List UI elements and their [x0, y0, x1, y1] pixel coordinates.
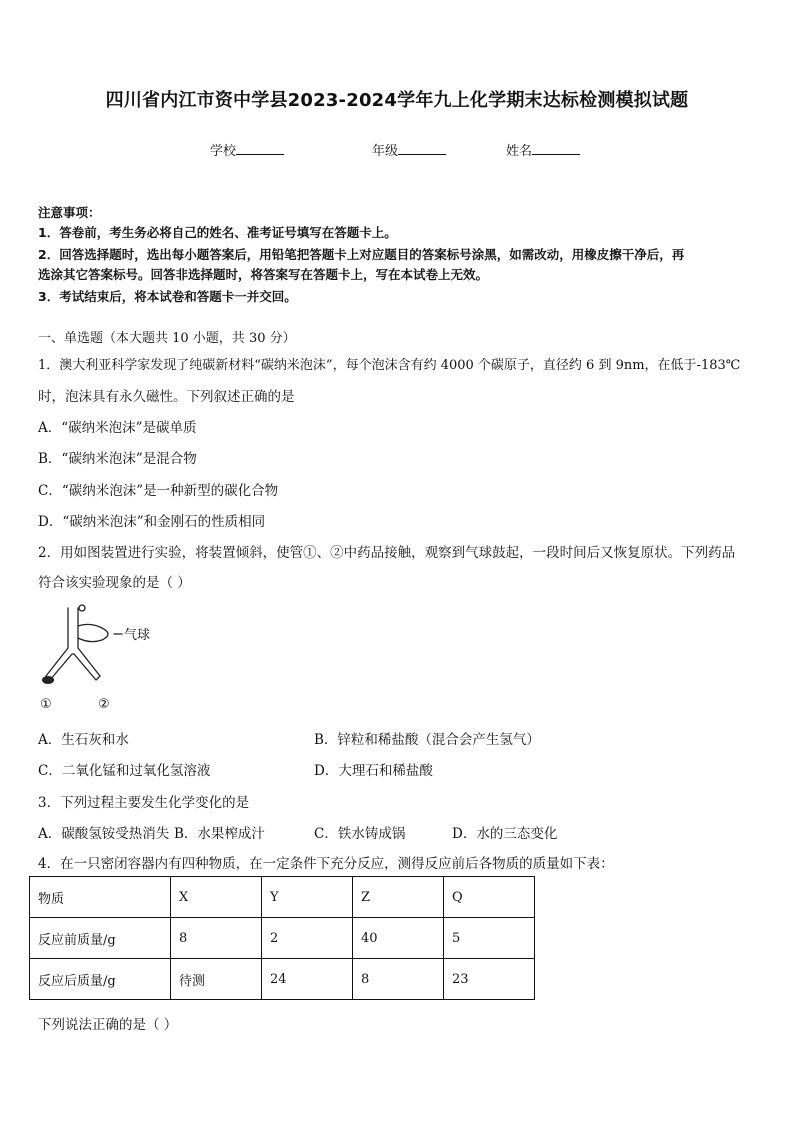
page-title: 四川省内江市资中学县2023-2024学年九上化学期末达标检测模拟试题 — [105, 90, 689, 111]
table-row — [30, 918, 535, 959]
table-header-cell: X — [171, 877, 262, 918]
table-cell: 8 — [353, 959, 444, 1000]
table-cell: 待测 — [171, 959, 262, 1000]
q1-stem-line2: 时，泡沫具有永久磁性。下列叙述正确的是 — [38, 389, 295, 405]
table-cell: 24 — [262, 959, 353, 1000]
table-row — [30, 959, 535, 1000]
q2-option-b: B．锌粒和稀盐酸（混合会产生氢气） — [314, 732, 540, 748]
q3-option-a: A．碳酸氢铵受热消失 — [38, 826, 170, 842]
q1-stem-line1: 1．澳大利亚科学家发现了纯碳新材料“碳纳米泡沫”，每个泡沫含有约 4000 个碳原子，直径约 6 到 9nm，在低于-183℃ — [38, 358, 741, 373]
table-header-cell: Z — [353, 877, 444, 918]
notes-item-1: 1．答卷前，考生务必将自己的姓名、准考证号填写在答题卡上。 — [38, 225, 397, 240]
table-header-cell: Y — [262, 877, 353, 918]
name-field — [506, 140, 580, 159]
q1-option-b: B．“碳纳米泡沫”是混合物 — [38, 451, 197, 467]
q3-option-c: C．铁水铸成锅 — [314, 826, 406, 842]
q3-stem: 3．下列过程主要发生化学变化的是 — [38, 795, 250, 811]
notes-item-2b: 选涂其它答案标号。回答非选择题时，将答案写在答题卡上，写在本试卷上无效。 — [38, 267, 489, 282]
balloon-label: 气球 — [124, 628, 151, 643]
name-blank[interactable] — [532, 141, 580, 155]
grade-field — [372, 140, 446, 159]
table-cell: 反应前质量/g — [30, 918, 171, 959]
table-cell: 2 — [262, 918, 353, 959]
mass-table — [29, 876, 535, 1000]
school-blank[interactable] — [236, 141, 284, 155]
tube1-reagent — [42, 676, 54, 684]
notes-item-3: 3．考试结束后，将本试卷和答题卡一并交回。 — [38, 289, 297, 304]
q2-stem-line1: 2．用如图装置进行实验，将装置倾斜，使管①、②中药品接触，观察到气球鼓起，一段时间后又恢复原状。下列药品 — [38, 545, 736, 561]
notes-heading: 注意事项： — [38, 205, 101, 220]
grade-blank[interactable] — [398, 141, 446, 155]
tube2-label: ② — [98, 697, 110, 712]
q2-option-d: D．大理石和稀盐酸 — [314, 763, 433, 779]
q1-option-d: D．“碳纳米泡沫”和金刚石的性质相同 — [38, 514, 266, 530]
table-cell: 23 — [444, 959, 535, 1000]
tube1-label: ① — [40, 697, 52, 712]
q3-option-d: D．水的三态变化 — [452, 826, 558, 842]
table-cell: 5 — [444, 918, 535, 959]
q1-option-a: A．“碳纳米泡沫”是碳单质 — [38, 420, 197, 436]
q2-stem-line2: 符合该实验现象的是（ ） — [38, 575, 191, 591]
table-cell: 反应后质量/g — [30, 959, 171, 1000]
notes-item-2a: 2．回答选择题时，选出每小题答案后，用铅笔把答题卡上对应题目的答案标号涂黑，如需改动，用橡皮擦干净后，再 — [38, 247, 685, 262]
school-label: 学校 — [210, 144, 237, 159]
section-heading: 一、单选题（本大题共 10 小题，共 30 分） — [38, 331, 296, 346]
table-cell: 8 — [171, 918, 262, 959]
q4-stem: 4．在一只密闭容器内有四种物质，在一定条件下充分反应，测得反应前后各物质的质量如下表： — [38, 856, 614, 872]
q2-option-a: A．生石灰和水 — [38, 732, 129, 748]
table-header-row — [30, 877, 535, 918]
q2-option-c: C．二氧化锰和过氧化氢溶液 — [38, 763, 211, 779]
grade-label: 年级 — [372, 144, 399, 159]
q4-followup: 下列说法正确的是（ ） — [38, 1017, 178, 1033]
y-tube-apparatus-figure — [38, 604, 168, 714]
name-label: 姓名 — [506, 144, 533, 159]
school-field — [210, 140, 284, 159]
table-header-cell: 物质 — [30, 877, 171, 918]
table-header-cell: Q — [444, 877, 535, 918]
table-cell: 40 — [353, 918, 444, 959]
q3-option-b: B．水果榨成汁 — [174, 826, 265, 842]
q1-option-c: C．“碳纳米泡沫”是一种新型的碳化合物 — [38, 483, 279, 499]
